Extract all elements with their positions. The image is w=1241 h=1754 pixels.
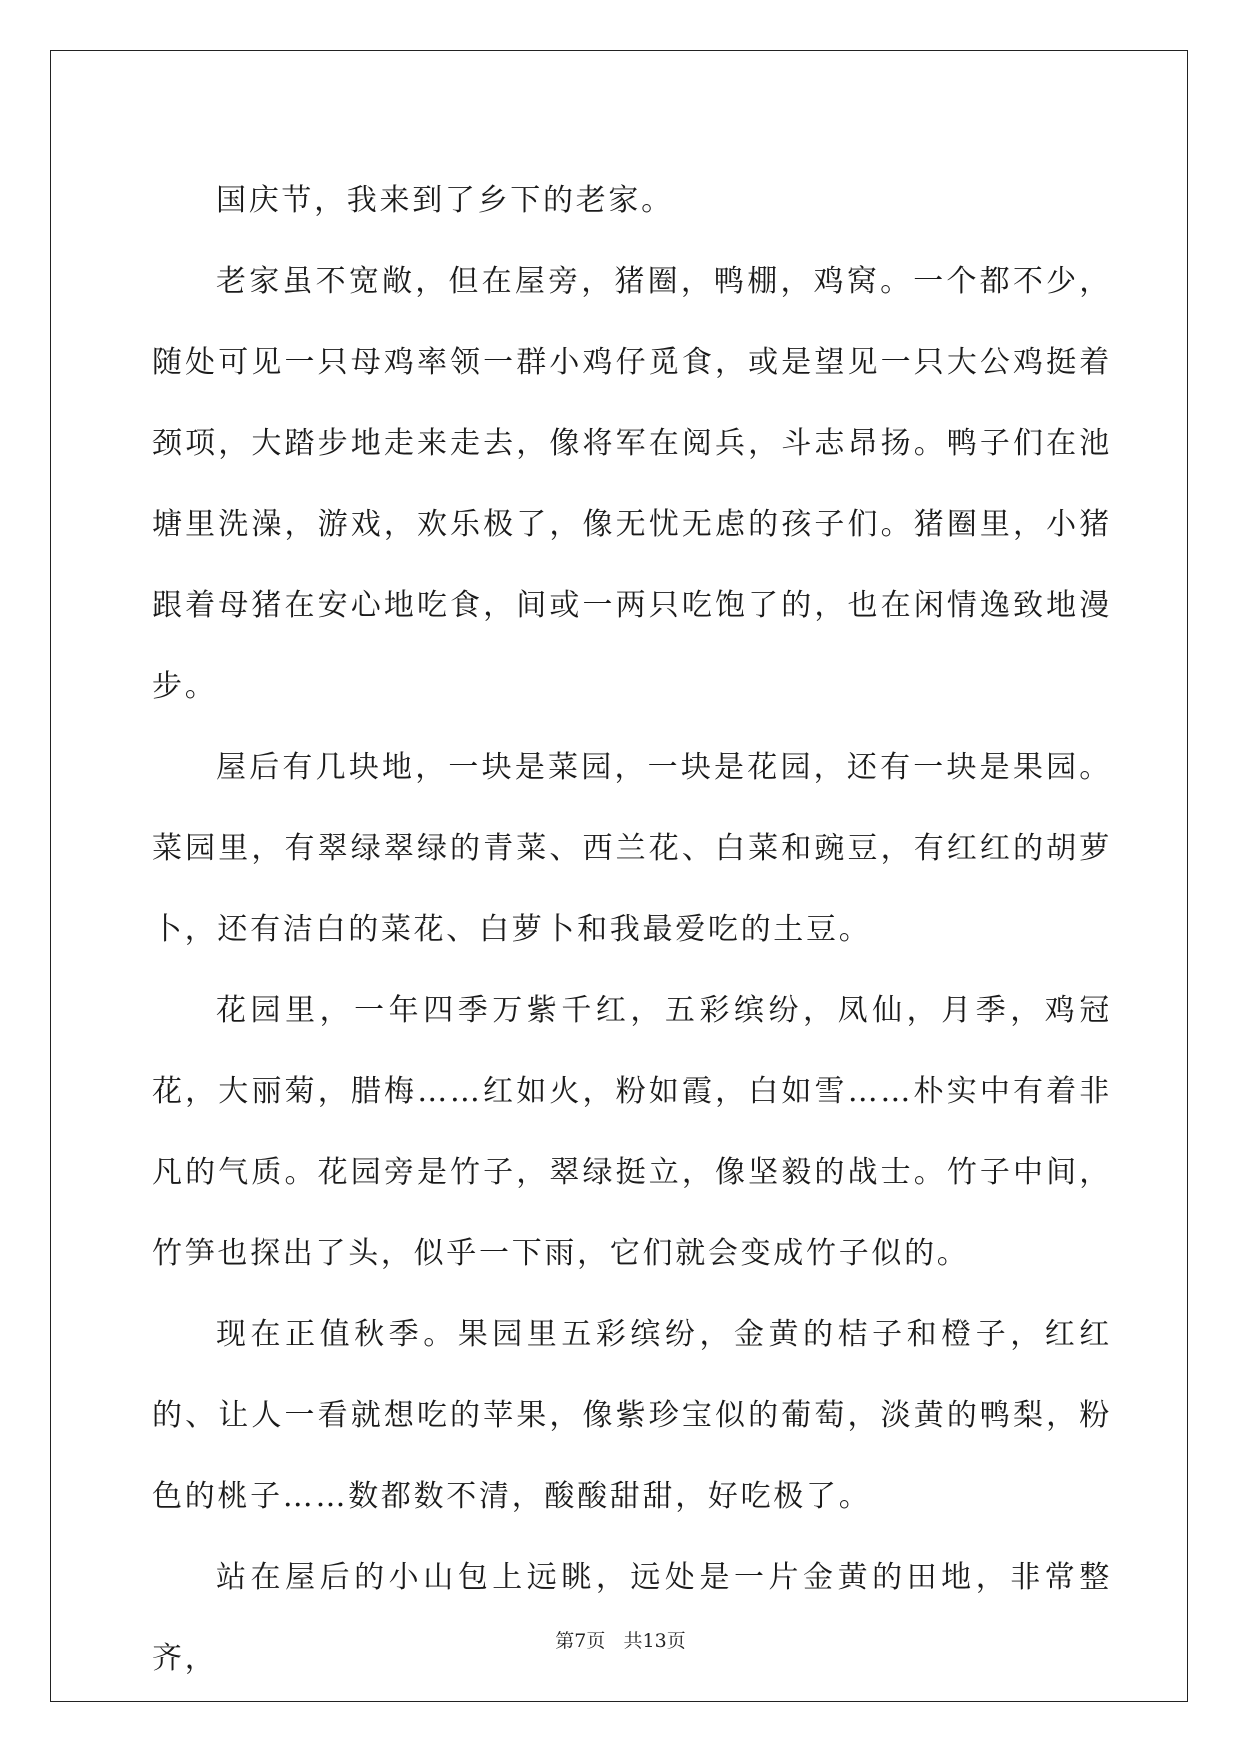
document-body <box>152 160 1112 1699</box>
page-footer <box>0 1626 1241 1653</box>
paragraph-6: 站在屋后的小山包上远眺，远处是一片金黄的田地，非常整齐， <box>152 1560 1112 1676</box>
paragraph-3: 屋后有几块地，一块是菜园，一块是花园，还有一块是果园。菜园里，有翠绿翠绿的青菜、西兰花、白菜和豌豆，有红红的胡萝卜，还有洁白的菜花、白萝卜和我最爱吃的土豆。 <box>152 750 1112 947</box>
paragraph-4: 花园里，一年四季万紫千红，五彩缤纷，凤仙，月季，鸡冠花，大丽菊，腊梅……红如火，粉如霞，白如雪……朴实中有着非凡的气质。花园旁是竹子，翠绿挺立，像坚毅的战士。竹子中间，竹笋也探出了头，似乎一下雨，它们就会变成竹子似的。 <box>152 993 1112 1271</box>
page-number: 第7页 <box>555 1630 606 1652</box>
paragraph-2: 老家虽不宽敞，但在屋旁，猪圈，鸭棚，鸡窝。一个都不少，随处可见一只母鸡率领一群小鸡仔觅食，或是望见一只大公鸡挺着颈项，大踏步地走来走去，像将军在阅兵，斗志昂扬。鸭子们在池塘里洗澡，游戏，欢乐极了，像无忧无虑的孩子们。猪圈里，小猪跟着母猪在安心地吃食，间或一两只吃饱了的，也在闲情逸致地漫步。 <box>152 264 1112 704</box>
page-total: 共13页 <box>623 1630 686 1652</box>
paragraph-1: 国庆节，我来到了乡下的老家。 <box>216 183 674 218</box>
paragraph-5: 现在正值秋季。果园里五彩缤纷，金黄的桔子和橙子，红红的、让人一看就想吃的苹果，像紫珍宝似的葡萄，淡黄的鸭梨，粉色的桃子……数都数不清，酸酸甜甜，好吃极了。 <box>152 1317 1112 1514</box>
